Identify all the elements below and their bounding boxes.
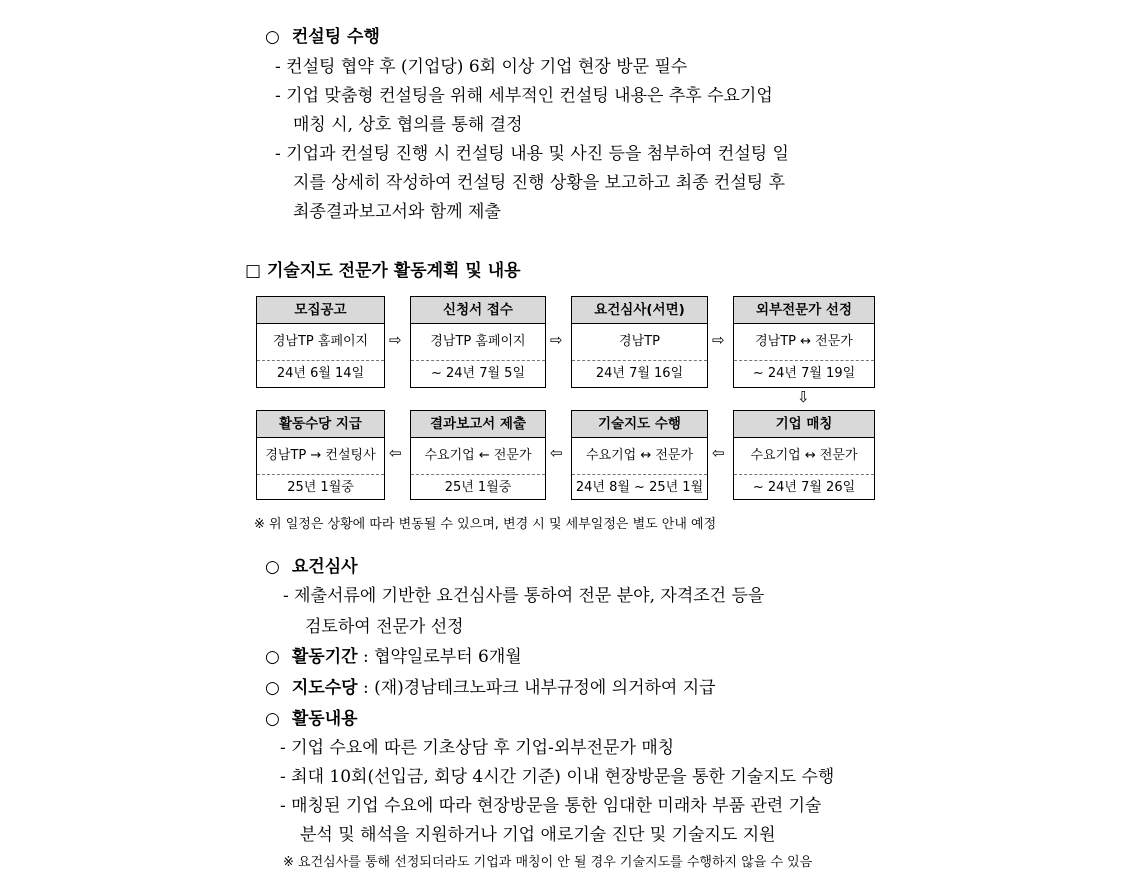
arrow-left-icon: ⇦ [389,444,402,462]
arrow-right-icon: ⇨ [389,331,402,349]
review-line-2: 검토하여 전문가 선정 [305,617,464,637]
circle-bullet-icon: ○ [265,678,280,698]
circle-bullet-icon: ○ [265,557,280,577]
flow-box-report: 결과보고서 제출 수요기업 ← 전문가 25년 1월중 [410,410,546,500]
activity-item-1: - 기업 수요에 따른 기초상담 후 기업-외부전문가 매칭 [280,738,675,758]
arrow-right-icon: ⇨ [550,331,563,349]
section-plan-title: □ 기술지도 전문가 활동계획 및 내용 [245,261,521,281]
section-period: ○ 활동기간 : 협약일로부터 6개월 [265,647,522,667]
section-allowance: ○ 지도수당 : (재)경남테크노파크 내부규정에 의거하여 지급 [265,678,716,698]
section-consulting-title: ○ 컨설팅 수행 [265,27,380,47]
arrow-left-icon: ⇦ [712,444,725,462]
consulting-item-2-cont: 매칭 시, 상호 협의를 통해 결정 [293,115,523,135]
circle-bullet-icon: ○ [265,709,280,729]
flow-box-guidance: 기술지도 수행 수요기업 ↔ 전문가 24년 8월 ~ 25년 1월 [571,410,708,500]
circle-bullet-icon: ○ [265,27,280,47]
activity-note: ※ 요건심사를 통해 선정되더라도 기업과 매칭이 안 될 경우 기술지도를 수행하지 않을 수 있음 [283,855,813,870]
review-line-1: - 제출서류에 기반한 요건심사를 통하여 전문 분야, 자격조건 등을 [283,586,765,606]
activity-item-3-cont: 분석 및 해석을 지원하거나 기업 애로기술 진단 및 기술지도 지원 [300,825,776,845]
arrow-left-icon: ⇦ [550,444,563,462]
activity-item-2: - 최대 10회(선입금, 회당 4시간 기준) 이내 현장방문을 통한 기술지도 수행 [280,767,835,787]
arrow-right-icon: ⇨ [712,331,725,349]
flow-box-review: 요건심사(서면) 경남TP 24년 7월 16일 [571,296,708,388]
circle-bullet-icon: ○ [265,647,280,667]
consulting-item-2: - 기업 맞춤형 컨설팅을 위해 세부적인 컨설팅 내용은 추후 수요기업 [275,86,773,106]
section-review-title: ○ 요건심사 [265,557,358,577]
flow-box-payment: 활동수당 지급 경남TP → 컨설팅사 25년 1월중 [256,410,385,500]
activity-item-3: - 매칭된 기업 수요에 따라 현장방문을 통한 임대한 미래차 부품 관련 기술 [280,796,822,816]
consulting-item-3-cont2: 최종결과보고서와 함께 제출 [293,202,501,222]
section-activity-title: ○ 활동내용 [265,709,358,729]
flow-box-recruit: 모집공고 경남TP 홈페이지 24년 6월 14일 [256,296,385,388]
arrow-down-icon: ⇩ [797,388,810,406]
consulting-item-3: - 기업과 컨설팅 진행 시 컨설팅 내용 및 사진 등을 첨부하여 컨설팅 일 [275,144,789,164]
consulting-item-3-cont: 지를 상세히 작성하여 컨설팅 진행 상황을 보고하고 최종 컨설팅 후 [293,173,786,193]
flow-box-application: 신청서 접수 경남TP 홈페이지 ~ 24년 7월 5일 [410,296,546,388]
flow-box-matching: 기업 매칭 수요기업 ↔ 전문가 ~ 24년 7월 26일 [733,410,875,500]
schedule-note: ※ 위 일정은 상황에 따라 변동될 수 있으며, 변경 시 및 세부일정은 별도 안내 예정 [254,517,717,532]
flow-box-selection: 외부전문가 선정 경남TP ↔ 전문가 ~ 24년 7월 19일 [733,296,875,388]
consulting-item-1: - 컨설팅 협약 후 (기업당) 6회 이상 기업 현장 방문 필수 [275,57,688,77]
